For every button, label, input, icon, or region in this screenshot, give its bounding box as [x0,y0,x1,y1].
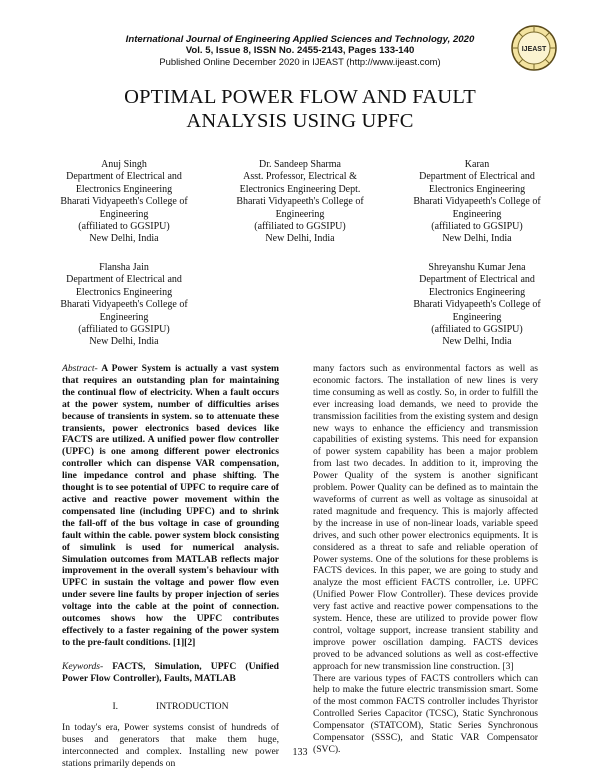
author-affiliation: (affiliated to GGSIPU) [431,221,523,233]
journal-header [80,34,520,67]
author-location: New Delhi, India [89,336,159,348]
author-dept: Asst. Professor, Electrical & [243,171,357,183]
author-affiliation: (affiliated to GGSIPU) [431,324,523,336]
author-location: New Delhi, India [442,336,512,348]
author-affiliation: (affiliated to GGSIPU) [78,221,170,233]
author-college: Bharati Vidyapeeth's College of [60,299,188,311]
author-block-2 [215,159,385,246]
author-college: Bharati Vidyapeeth's College of [413,299,541,311]
journal-volume: Vol. 5, Issue 8, ISSN No. 2455-2143, Pages 133-140 [185,45,415,56]
section-heading [62,701,279,713]
journal-published: Published Online December 2020 in IJEAST (http://www.ijeast.com) [159,56,441,67]
intro-paragraph-right-1: many factors such as environmental factors as well as economic factors. The installation of new lines is very time consuming as well as costly. So, in order to fulfill the ever increasing load demands, we need to provide the transmission facilities from the existing system and design new ways to enhance the efficiency and transmission capabilities of existing systems. This need for expansion of power system capability has been a major problem from last two decades. In addition to it, improving the Power Quality of the system is another significant problem. Power Quality can be defined as to maintain the waveforms of current as well as voltage as sinusoidal at rated magnitude and frequency. This is majorly affected by the increase in use of non-linear loads, variable speed drives, and such other power electronics equipments. It is considered as a threat to safe and reliable operation of Power systems. One of the solutions for these problems is FACTS devices. In this paper, we are going to study and analyze the most efficient FACTS controller, i.e. UPFC (Unified Power Flow Controller). These devices provide very fast active and reactive power compensations to the system. Hence, these are utilized to provide power flow control, voltage support, increase transient stability and improve power oscillation damping. FACTS devices proved to be advanced solutions as well as cost-effective approach for new transmission line construction. [3] [313,363,538,672]
author-block-3 [392,159,562,246]
author-dept: Electronics Engineering Dept. [239,183,361,195]
right-column [313,363,538,756]
author-block-1 [39,159,209,246]
paper-title [40,85,560,133]
author-location: New Delhi, India [442,233,512,245]
author-name: Dr. Sandeep Sharma [259,159,341,170]
author-college: Engineering [452,311,502,323]
title-line-1: OPTIMAL POWER FLOW AND FAULT [124,86,476,108]
author-dept: Department of Electrical and [419,274,535,286]
author-affiliation: (affiliated to GGSIPU) [254,221,346,233]
author-dept: Department of Electrical and [419,171,535,183]
page-number: 133 [292,747,308,758]
abstract-label: Abstract- [62,363,98,374]
journal-name: International Journal of Engineering Applied Sciences and Technology, 2020 [125,34,475,45]
author-college: Bharati Vidyapeeth's College of [60,196,188,208]
author-dept: Electronics Engineering [75,183,173,195]
author-college: Engineering [275,208,325,220]
keywords-label: Keywords- [62,660,104,672]
author-name: Flansha Jain [99,262,149,273]
author-name: Anuj Singh [101,159,147,170]
section-number: I. [112,700,119,712]
author-dept: Department of Electrical and [66,274,182,286]
left-column [62,363,279,770]
author-dept: Electronics Engineering [428,183,526,195]
logo-text: IJEAST [521,46,547,53]
intro-paragraph-right-2: There are various types of FACTS controllers which can help to make the future electric transmission smart. Some of the most common FACTS controller includes Thyristor Controlled Series Capacitor (TCSC), Static Synchronous Compensator (STATCOM), Static Series Synchronous Compensator (SSSC), and Static VAR Compensator (SVC). [313,672,538,755]
author-name: Karan [464,159,490,170]
author-dept: Electronics Engineering [428,286,526,298]
author-affiliation: (affiliated to GGSIPU) [78,324,170,336]
keywords-text: FACTS, Simulation, UPFC (Unified Power Flow Controller), Faults, MATLAB [62,660,279,684]
author-college: Engineering [452,208,502,220]
author-block-5 [392,262,562,349]
title-line-2: ANALYSIS USING UPFC [186,110,414,132]
author-name: Shreyanshu Kumar Jena [428,262,526,273]
section-title: INTRODUCTION [156,700,229,712]
abstract [62,363,279,649]
abstract-text: A Power System is actually a vast system that requires an outstanding plan for maintaining the continual flow of electricity. When a fault occurs at the power system, number of difficulties arises because of transients in system. so to attenuate these transients, power electronics based devices like FACTS are utilized. A unified power flow controller (UPFC) is one among different power electronics controller which can dispense VAR compensation, line impedance control and phase shifting. The thought is to see potential of UPFC to require care of active and reactive power movement within the compensated line (including UPFC) and to shrink the fall-off of the bus voltage in case of grounding fault within the cable. power system block consisting of simulink is used for numerical analysis. Simulation outcomes from MATLAB reflects major improvement in the overall system's behaviour with UPFC in sustain the voltage and power flow even under severe line faults by proper injection of series voltage into the cable at the point of connection. outcomes shows how the UPFC contributes effectively to a faster regaining of the power system to the pre-fault conditions. [1][2] [62,363,279,648]
author-location: New Delhi, India [89,233,159,245]
intro-paragraph-left: In today's era, Power systems consist of hundreds of buses and generators that make them huge, interconnected and complex. Installing new power stations primarily depends on [62,722,279,770]
author-block-4 [39,262,209,349]
author-college: Bharati Vidyapeeth's College of [236,196,364,208]
author-location: New Delhi, India [265,233,335,245]
author-college: Bharati Vidyapeeth's College of [413,196,541,208]
author-dept: Electronics Engineering [75,286,173,298]
journal-logo-icon [510,24,558,72]
keywords [62,661,279,685]
author-dept: Department of Electrical and [66,171,182,183]
author-college: Engineering [99,311,149,323]
author-college: Engineering [99,208,149,220]
